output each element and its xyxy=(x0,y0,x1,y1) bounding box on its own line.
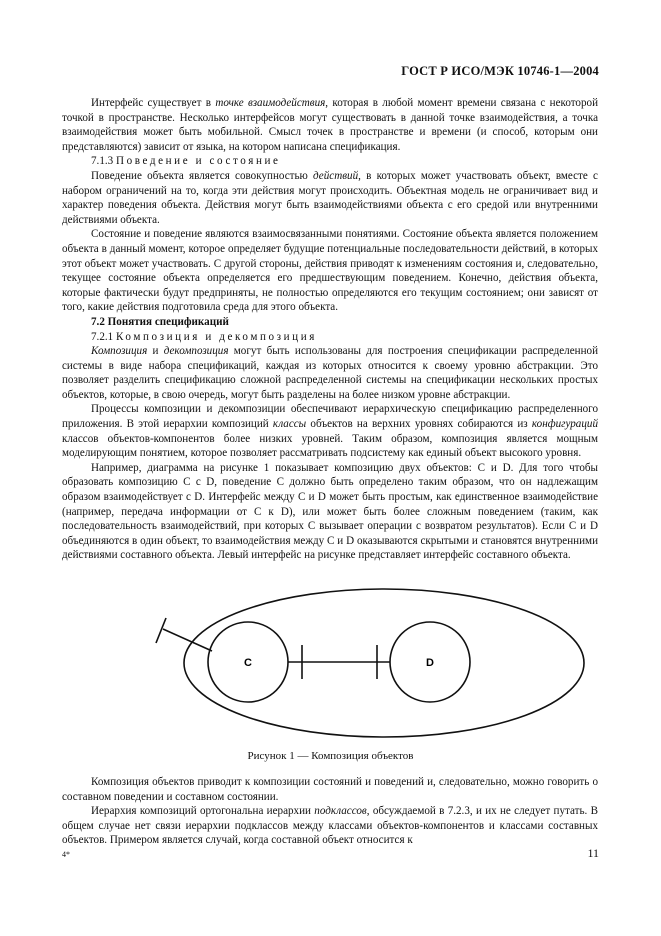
paragraph-interaction-point xyxy=(62,96,598,154)
paragraph-composition xyxy=(62,344,598,402)
object-d-label: D xyxy=(426,657,434,669)
term-subclasses: подклассов xyxy=(314,805,367,818)
composition-diagram xyxy=(0,583,661,743)
text-run: Процессы композиции и декомпозиции обеспечивают иерархическую спецификацию распределенного приложения. В этой иерархии композиций xyxy=(62,403,598,431)
section-number: 7.2.1 xyxy=(91,330,116,343)
document-header: ГОСТ Р ИСО/МЭК 10746-1—2004 xyxy=(401,64,599,78)
text-run: и xyxy=(147,345,164,358)
text-run: , в которых может участвовать объект, вместе с набором ограничений на то, когда эти действия могут происходить. Объектная модель не ограничивает вид и характер поведения объекта. Действия могут быть взаимодействиями объекта с его средой или внутренними действиями объекта. xyxy=(62,169,598,226)
term-actions: действий xyxy=(313,169,359,182)
section-heading-7-2: 7.2 Понятия спецификаций xyxy=(91,315,229,328)
term-decomposition: декомпозиция xyxy=(163,345,229,358)
text-run: , обсуждаемой в 7.2.3, и их не следует путать. В общем случае нет связи иерархии подклассов между классами объектов-компонентов и классами составных объектов. Примером является случай, когда составной объект относится к xyxy=(62,805,598,847)
paragraph-example: Например, диаграмма на рисунке 1 показывает композицию двух объектов: С и D. Для того чтобы образовать композицию С с D, поведение С должно быть определено таким образом, что он надлежащим образом взаимодействует с D. Интерфейс между С и D может быть простым, как единственное взаимодействие (например, передача информации от С к D), или может быть более сложным поведением (таким, как последовательность взаимодействий, при которых С вызывает операции с возвратом результатов). Если С и D объединяются в один объект, то взаимодействия между С и D оказываются скрытыми и становятся внутренними действиями составного объекта. Левый интерфейс на рисунке представляет интерфейс составного объекта. xyxy=(62,461,598,562)
text-run: Иерархия композиций ортогональна иерархии xyxy=(91,805,315,818)
paragraph-state: Состояние и поведение являются взаимосвязанными понятиями. Состояние объекта является положением объекта в данный момент, которое определяет будущие потенциальные последовательности действий, в которых этот объект может участвовать. С другой стороны, действия приводят к изменениям состояния и, следовательно, текущее состояние объекта определяется его предшествующим поведением. Конечно, действия объекта, которые фактически будут предприняты, не полностью определяются его текущим состоянием; они зависят от того, какие действия подготовила среда для этого объекта. xyxy=(62,228,598,314)
term-composition: Композиция xyxy=(91,345,148,358)
paragraph-hierarchy xyxy=(62,402,598,460)
section-title: Композиция и декомпозиция xyxy=(115,330,317,343)
text-run: классов объектов-компонентов более низких уровней. Таким образом, композиция является мощным моделирующим понятием, которое позволяет рассматривать подсистему как единый объект высокого уровня. xyxy=(62,432,598,460)
paragraph-subclass-hierarchy xyxy=(62,804,598,848)
text-run: Поведение объекта является совокупностью xyxy=(91,169,314,182)
figure-caption: Рисунок 1 — Композиция объектов xyxy=(247,750,414,762)
text-run: Интерфейс существует в xyxy=(91,97,216,109)
page-number: 11 xyxy=(587,846,599,860)
section-number: 7.1.3 xyxy=(91,155,116,168)
section-heading-7-2-1 xyxy=(62,330,598,345)
paragraph-behaviour xyxy=(62,169,598,227)
signature-mark: 4* xyxy=(62,850,70,859)
text-block-lower xyxy=(62,775,598,848)
term-classes: классы xyxy=(272,418,307,431)
section-title: Поведение и состояние xyxy=(115,155,281,168)
term-interaction-point: точке взаимодействия xyxy=(215,97,326,109)
term-configurations: конфигураций xyxy=(531,418,598,431)
section-heading-7-1-3 xyxy=(62,154,598,169)
object-c-label: C xyxy=(244,657,252,669)
text-run: могут быть использованы для построения спецификации распределенной системы в виде набора спецификаций, каждая из которых относится к своему уровню абстракции. Это позволяет разделить спецификацию сложной распределенной системы на спецификации нескольких простых объектов, которые, в свою очередь, могут быть разделены на более низком уровне абстракции. xyxy=(62,345,599,401)
text-run: , которая в любой момент времени связана с некоторой точкой в пространстве. Несколько интерфейсов могут существовать в данной точке взаимодействия, а точка взаимодействия может быть мобильной. Смысл точек в пространстве и времени (и способ, которым они представляются) зависит от языка, на котором написана спецификация. xyxy=(62,97,599,153)
text-block-upper xyxy=(62,96,598,563)
paragraph-composite-state: Композиция объектов приводит к композиции состояний и поведений и, следовательно, можно говорить о составном поведении и составном состоянии. xyxy=(62,776,598,803)
text-run: объектов на верхних уровнях собираются из xyxy=(306,418,532,431)
